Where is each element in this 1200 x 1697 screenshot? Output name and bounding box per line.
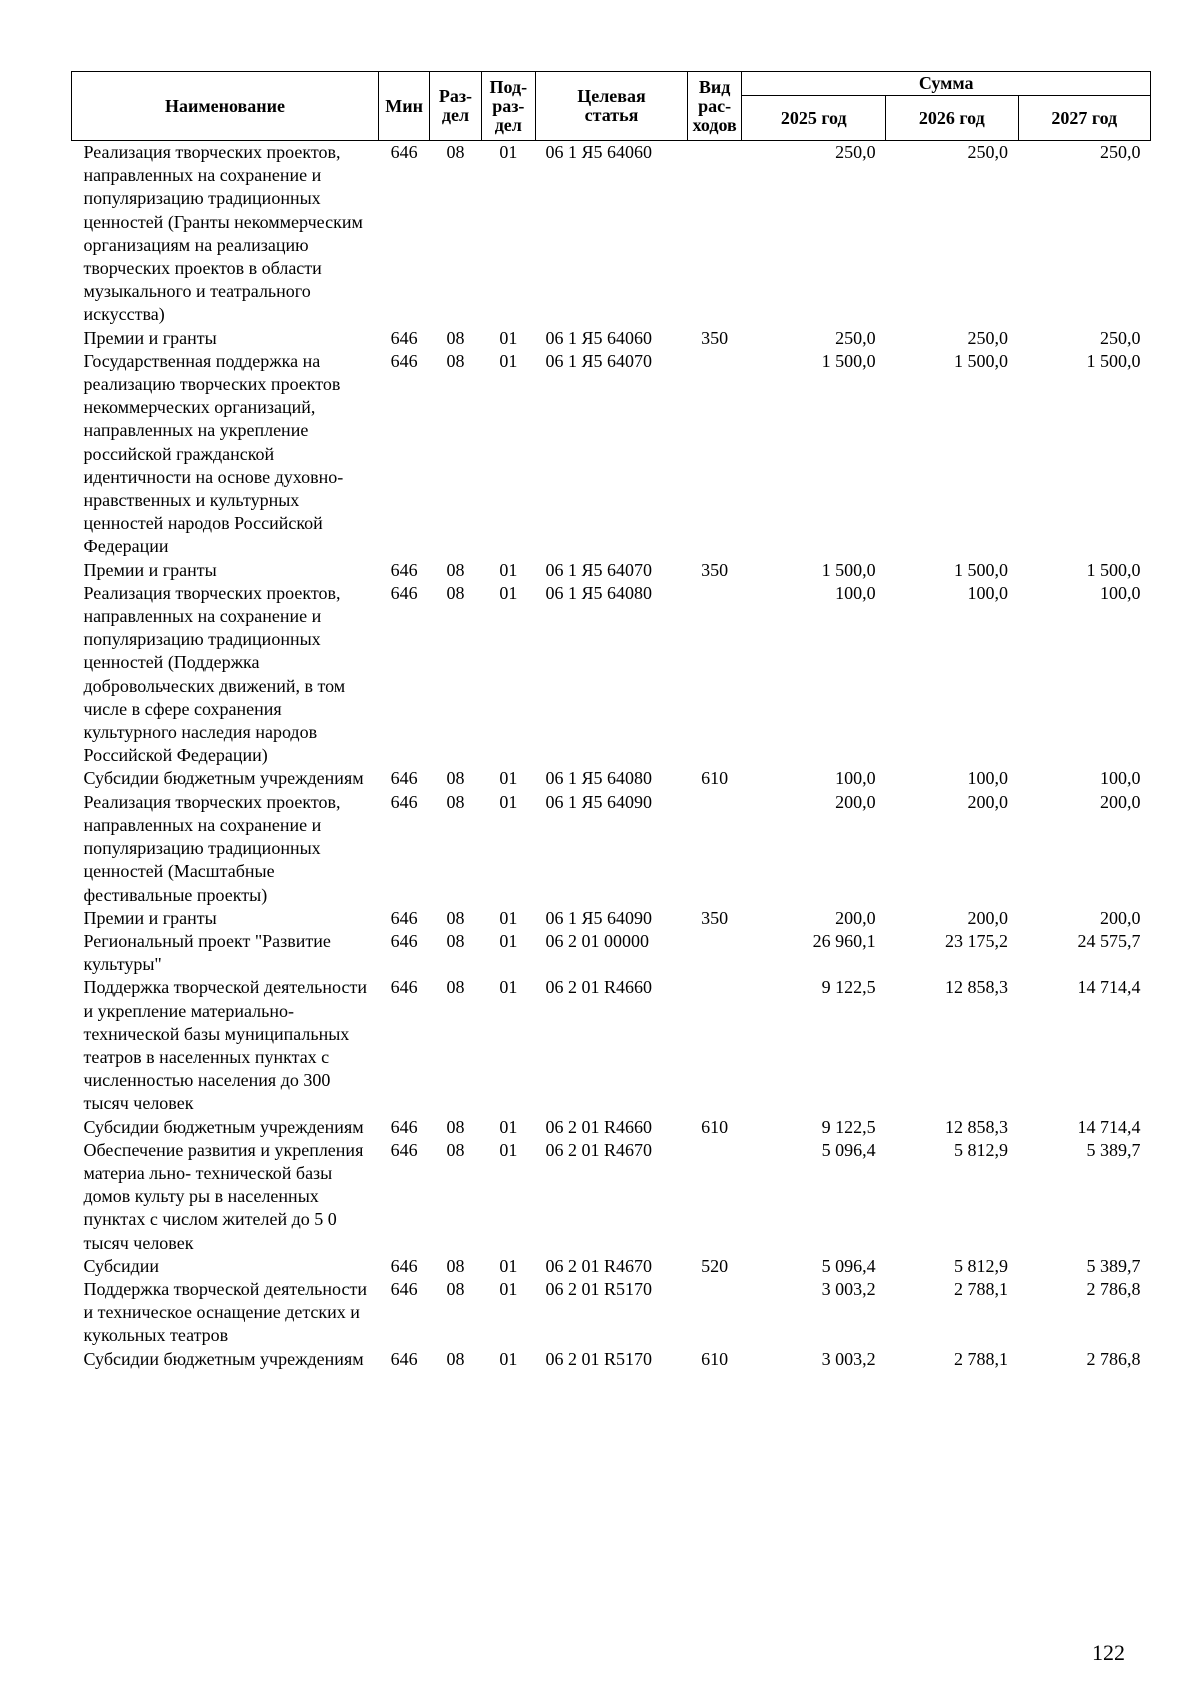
cell-target: 06 1 Я5 64080 xyxy=(545,582,653,603)
cell-y2027: 2 786,8 xyxy=(1086,1348,1141,1369)
cell-target: 06 1 Я5 64060 xyxy=(545,142,653,162)
cell-name: Премии и гранты xyxy=(83,327,217,348)
cell-vid: 610 xyxy=(701,768,729,789)
cell-target: 06 2 01 R5170 xyxy=(545,1348,653,1369)
cell-podrazdel: 01 xyxy=(499,791,518,812)
cell-y2026: 23 175,2 xyxy=(945,930,1008,951)
cell-vid xyxy=(687,1278,741,1348)
cell-razdel: 08 xyxy=(446,1278,465,1299)
cell-target: 06 1 Я5 64090 xyxy=(545,907,653,928)
cell-y2025: 5 096,4 xyxy=(821,1255,876,1276)
table-row xyxy=(72,907,1151,930)
cell-razdel: 08 xyxy=(446,791,465,812)
cell-y2025: 9 122,5 xyxy=(821,1116,876,1137)
cell-y2027: 100,0 xyxy=(1100,582,1141,603)
cell-min: 646 xyxy=(390,582,418,603)
cell-name: Поддержка творческой деятельности и техническое оснащение детских и кукольных театров xyxy=(83,1278,367,1346)
cell-y2025: 250,0 xyxy=(835,142,876,162)
cell-razdel: 08 xyxy=(446,559,465,580)
cell-name: Субсидии xyxy=(83,1255,160,1276)
cell-y2026: 2 788,1 xyxy=(954,1278,1008,1299)
cell-target: 06 1 Я5 64060 xyxy=(545,327,653,348)
cell-razdel: 08 xyxy=(446,1116,465,1137)
cell-vid xyxy=(687,930,741,976)
cell-vid: 350 xyxy=(701,559,729,580)
cell-name: Реализация творческих проектов, направленных на сохранение и популяризацию традиционных ценностей (Масштабные фестивальные проекты) xyxy=(83,791,341,905)
header-vid: Вид рас- ходов xyxy=(687,72,741,141)
cell-razdel: 08 xyxy=(446,930,465,951)
cell-min: 646 xyxy=(390,768,418,789)
cell-name: Региональный проект "Развитие культуры" xyxy=(83,930,331,975)
cell-podrazdel: 01 xyxy=(499,327,518,348)
cell-vid xyxy=(687,141,741,327)
cell-y2025: 1 500,0 xyxy=(821,350,876,371)
table-row xyxy=(72,559,1151,582)
table-body xyxy=(72,141,1151,1371)
table-row xyxy=(72,767,1151,790)
cell-vid: 610 xyxy=(701,1348,729,1369)
cell-min: 646 xyxy=(390,1255,418,1276)
cell-y2027: 200,0 xyxy=(1100,907,1141,928)
cell-y2026: 250,0 xyxy=(967,142,1008,162)
cell-min: 646 xyxy=(390,142,418,162)
cell-target: 06 1 Я5 64090 xyxy=(545,791,653,812)
cell-y2026: 2 788,1 xyxy=(954,1348,1008,1369)
cell-razdel: 08 xyxy=(446,768,465,789)
cell-razdel: 08 xyxy=(446,907,465,928)
table-row xyxy=(72,1255,1151,1278)
header-podrazdel: Под- раз- дел xyxy=(481,72,535,141)
cell-target: 06 1 Я5 64070 xyxy=(545,350,653,371)
cell-y2025: 1 500,0 xyxy=(821,559,876,580)
cell-name: Премии и гранты xyxy=(83,907,217,928)
cell-target: 06 2 01 R4670 xyxy=(545,1255,653,1276)
cell-min: 646 xyxy=(390,977,418,998)
cell-podrazdel: 01 xyxy=(499,977,518,998)
cell-podrazdel: 01 xyxy=(499,1278,518,1299)
header-name: Наименование xyxy=(72,72,379,141)
cell-podrazdel: 01 xyxy=(499,1116,518,1137)
cell-y2027: 1 500,0 xyxy=(1086,559,1141,580)
cell-name: Реализация творческих проектов, направленных на сохранение и популяризацию традиционных ценностей (Поддержка добровольческих движений, в том числе в сфере сохранения культурного наследия народов Российской Федерации) xyxy=(83,582,346,766)
cell-y2025: 250,0 xyxy=(835,327,876,348)
header-2025: 2025 год xyxy=(742,96,886,141)
cell-name: Поддержка творческой деятельности и укрепление материально-технической базы муниципальных театров в населенных пунктах с численностью населения до 300 тысяч человек xyxy=(83,977,367,1114)
cell-y2025: 5 096,4 xyxy=(821,1139,876,1160)
table-row xyxy=(72,930,1151,976)
cell-y2025: 9 122,5 xyxy=(821,977,876,998)
cell-vid xyxy=(687,1139,741,1255)
header-2026: 2026 год xyxy=(886,96,1018,141)
cell-y2027: 14 714,4 xyxy=(1077,977,1141,998)
cell-min: 646 xyxy=(390,791,418,812)
table-row xyxy=(72,791,1151,907)
cell-razdel: 08 xyxy=(446,977,465,998)
cell-vid: 610 xyxy=(701,1116,729,1137)
cell-y2026: 5 812,9 xyxy=(954,1255,1008,1276)
cell-y2025: 3 003,2 xyxy=(821,1348,876,1369)
header-target: Целевая статья xyxy=(536,72,688,141)
cell-y2026: 250,0 xyxy=(967,327,1008,348)
cell-podrazdel: 01 xyxy=(499,1348,518,1369)
cell-name: Обеспечение развития и укрепления материа льно- технической базы домов культу ры в населенных пунктах с числом жителей до 5 0 тысяч человек xyxy=(83,1139,364,1253)
cell-podrazdel: 01 xyxy=(499,1255,518,1276)
table-row xyxy=(72,582,1151,768)
cell-podrazdel: 01 xyxy=(499,559,518,580)
cell-name: Субсидии бюджетным учреждениям xyxy=(83,1116,364,1137)
cell-razdel: 08 xyxy=(446,1255,465,1276)
cell-target: 06 2 01 R5170 xyxy=(545,1278,653,1299)
cell-y2027: 24 575,7 xyxy=(1077,930,1141,951)
cell-name: Реализация творческих проектов, направленных на сохранение и популяризацию традиционных ценностей (Гранты некоммерческим организациям на реализацию творческих проектов в области музыкального и театрального искусства) xyxy=(83,142,363,325)
cell-name: Государственная поддержка на реализацию творческих проектов некоммерческих организаций, направленных на укрепление российской гражданской идентичности на основе духовно-нравственных и культурных ценностей народов Российской Федерации xyxy=(83,350,344,557)
cell-min: 646 xyxy=(390,1278,418,1299)
cell-name: Субсидии бюджетным учреждениям xyxy=(83,768,364,789)
cell-razdel: 08 xyxy=(446,350,465,371)
cell-min: 646 xyxy=(390,1139,418,1160)
cell-target: 06 2 01 R4660 xyxy=(545,1116,653,1137)
cell-target: 06 1 Я5 64070 xyxy=(545,559,653,580)
cell-razdel: 08 xyxy=(446,142,465,162)
header-summa: Сумма xyxy=(742,72,1151,96)
cell-target: 06 2 01 00000 xyxy=(545,930,650,951)
cell-y2025: 100,0 xyxy=(835,582,876,603)
cell-y2025: 200,0 xyxy=(835,907,876,928)
cell-target: 06 2 01 R4660 xyxy=(545,977,653,998)
budget-table xyxy=(71,71,1151,1371)
cell-vid xyxy=(687,350,741,559)
cell-min: 646 xyxy=(390,1348,418,1369)
cell-min: 646 xyxy=(390,350,418,371)
table-row xyxy=(72,327,1151,350)
cell-name: Субсидии бюджетным учреждениям xyxy=(83,1348,364,1369)
cell-target: 06 1 Я5 64080 xyxy=(545,768,653,789)
cell-vid: 350 xyxy=(701,327,729,348)
cell-vid xyxy=(687,582,741,768)
cell-vid: 520 xyxy=(701,1255,729,1276)
cell-y2027: 1 500,0 xyxy=(1086,350,1141,371)
cell-y2026: 200,0 xyxy=(967,907,1008,928)
table-row xyxy=(72,1278,1151,1348)
cell-min: 646 xyxy=(390,327,418,348)
cell-vid: 350 xyxy=(701,907,729,928)
cell-y2026: 12 858,3 xyxy=(945,977,1008,998)
cell-y2026: 5 812,9 xyxy=(954,1139,1008,1160)
cell-razdel: 08 xyxy=(446,1348,465,1369)
cell-y2026: 1 500,0 xyxy=(954,559,1008,580)
table-row xyxy=(72,141,1151,327)
cell-min: 646 xyxy=(390,559,418,580)
cell-podrazdel: 01 xyxy=(499,907,518,928)
cell-min: 646 xyxy=(390,1116,418,1137)
table-header xyxy=(72,72,1151,141)
table-row xyxy=(72,1348,1151,1371)
cell-min: 646 xyxy=(390,930,418,951)
cell-y2027: 100,0 xyxy=(1100,768,1141,789)
header-min: Мин xyxy=(378,72,429,141)
cell-y2025: 3 003,2 xyxy=(821,1278,876,1299)
cell-y2026: 1 500,0 xyxy=(954,350,1008,371)
cell-y2027: 200,0 xyxy=(1100,791,1141,812)
header-2027: 2027 год xyxy=(1018,96,1151,141)
cell-vid xyxy=(687,791,741,907)
page-number: 122 xyxy=(1092,1640,1125,1665)
table-row xyxy=(72,1139,1151,1255)
cell-podrazdel: 01 xyxy=(499,582,518,603)
cell-razdel: 08 xyxy=(446,327,465,348)
cell-podrazdel: 01 xyxy=(499,768,518,789)
cell-y2025: 200,0 xyxy=(835,791,876,812)
cell-y2026: 200,0 xyxy=(967,791,1008,812)
cell-y2026: 100,0 xyxy=(967,768,1008,789)
cell-y2027: 5 389,7 xyxy=(1086,1139,1141,1160)
cell-podrazdel: 01 xyxy=(499,1139,518,1160)
cell-razdel: 08 xyxy=(446,582,465,603)
table-row xyxy=(72,976,1151,1115)
cell-y2027: 250,0 xyxy=(1100,142,1141,162)
cell-y2026: 100,0 xyxy=(967,582,1008,603)
cell-podrazdel: 01 xyxy=(499,142,518,162)
cell-y2026: 12 858,3 xyxy=(945,1116,1008,1137)
cell-vid xyxy=(687,976,741,1115)
cell-target: 06 2 01 R4670 xyxy=(545,1139,653,1160)
cell-y2025: 26 960,1 xyxy=(812,930,876,951)
table-row xyxy=(72,1116,1151,1139)
cell-razdel: 08 xyxy=(446,1139,465,1160)
cell-podrazdel: 01 xyxy=(499,930,518,951)
cell-y2027: 5 389,7 xyxy=(1086,1255,1141,1276)
cell-y2027: 250,0 xyxy=(1100,327,1141,348)
cell-y2025: 100,0 xyxy=(835,768,876,789)
table-row xyxy=(72,350,1151,559)
cell-y2027: 14 714,4 xyxy=(1077,1116,1141,1137)
cell-name: Премии и гранты xyxy=(83,559,217,580)
cell-y2027: 2 786,8 xyxy=(1086,1278,1141,1299)
cell-podrazdel: 01 xyxy=(499,350,518,371)
header-razdel: Раз- дел xyxy=(430,72,481,141)
cell-min: 646 xyxy=(390,907,418,928)
